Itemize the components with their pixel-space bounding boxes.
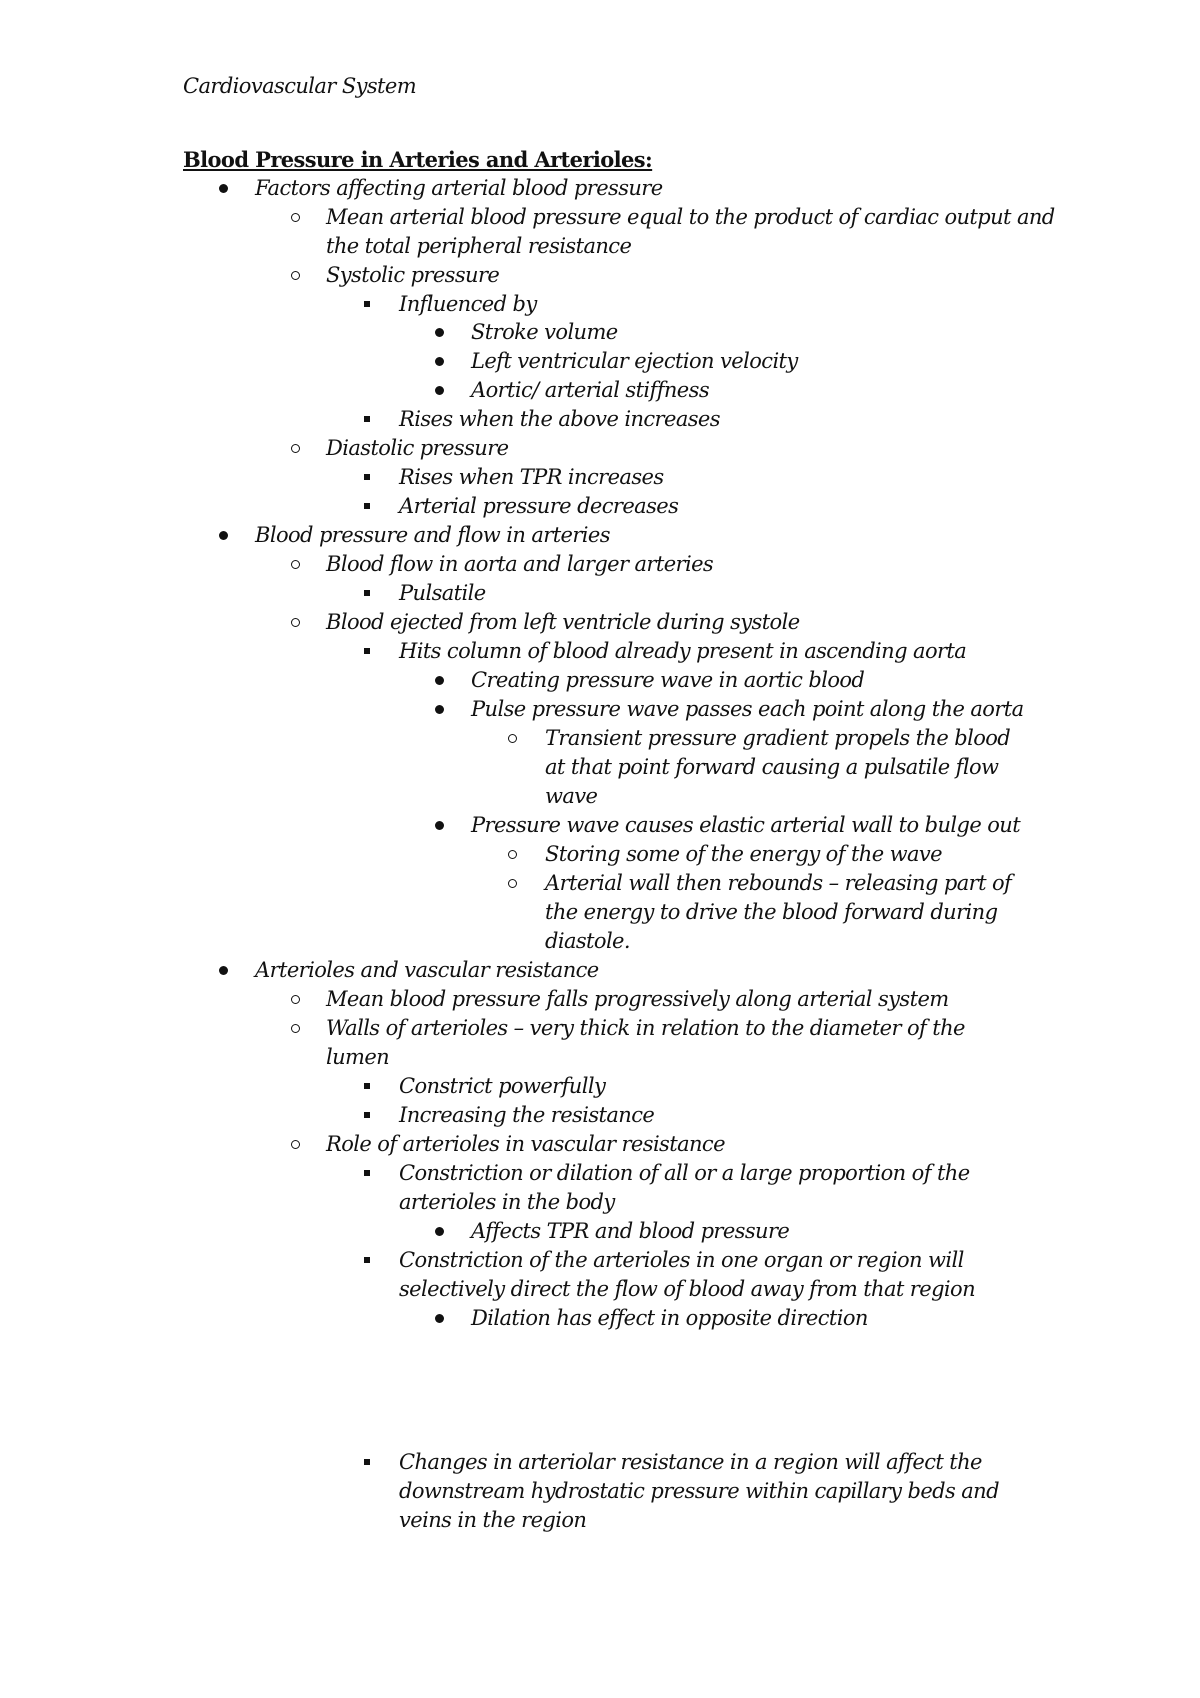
list-item (183, 956, 599, 985)
list-item-text: Dilation has effect in opposite direction (471, 1306, 868, 1330)
bullet-icon (183, 174, 255, 203)
hollow-circle-bullet-icon (255, 203, 326, 232)
hollow-circle-bullet-icon (472, 840, 545, 869)
bullet-icon (399, 666, 471, 695)
list-item (472, 724, 1025, 811)
list-item (255, 550, 713, 579)
hollow-circle-bullet-icon (472, 724, 545, 753)
bullet-icon (399, 1304, 471, 1333)
bullet-icon (183, 956, 255, 985)
list-item (183, 521, 610, 550)
list-item (255, 985, 949, 1014)
list-item (255, 434, 508, 463)
list-item (326, 579, 486, 608)
list-item (255, 1014, 1016, 1072)
list-item (399, 318, 618, 347)
list-item-text: Blood flow in aorta and larger arteries (326, 552, 714, 576)
list-item-text: Affects TPR and blood pressure (471, 1219, 790, 1243)
list-item-text: Factors affecting arterial blood pressure (255, 176, 663, 200)
list-item-text: Role of arterioles in vascular resistance (326, 1132, 725, 1156)
list-item-text: Walls of arterioles – very thick in relation to the diameter of the lumen (326, 1016, 965, 1069)
list-item-text: Constrict powerfully (399, 1074, 606, 1098)
list-item (326, 1159, 1009, 1217)
bullet-icon (399, 1217, 471, 1246)
list-item (399, 376, 709, 405)
list-item-text: Influenced by (399, 292, 537, 316)
list-item-text: Stroke volume (471, 320, 618, 344)
list-item-text: Mean blood pressure falls progressively along arterial system (326, 987, 949, 1011)
list-item (472, 840, 942, 869)
square-bullet-icon (326, 1246, 399, 1275)
list-item-text: Hits column of blood already present in ascending aorta (399, 639, 967, 663)
list-item (399, 347, 798, 376)
list-item-text: Creating pressure wave in aortic blood (471, 668, 865, 692)
list-item (472, 869, 1025, 956)
hollow-circle-bullet-icon (255, 1130, 326, 1159)
list-item-text: Diastolic pressure (326, 436, 509, 460)
square-bullet-icon (326, 1101, 399, 1130)
list-item-text: Changes in arteriolar resistance in a region will affect the downstream hydrostatic pressure within capillary beds and veins in the region (399, 1450, 999, 1532)
list-item-text: Rises when TPR increases (399, 465, 664, 489)
bullet-icon (399, 811, 471, 840)
list-item (255, 1130, 725, 1159)
list-item (255, 203, 1066, 261)
list-item-text: Rises when the above increases (399, 407, 720, 431)
bullet-icon (183, 521, 255, 550)
list-item (399, 811, 1020, 840)
list-item-text: Aortic/ arterial stiffness (471, 378, 709, 402)
square-bullet-icon (326, 290, 399, 319)
list-item (399, 1304, 868, 1333)
list-item (399, 666, 864, 695)
hollow-circle-bullet-icon (255, 261, 326, 290)
list-item-text: Mean arterial blood pressure equal to the product of cardiac output and the total peripheral resistance (326, 205, 1055, 258)
square-bullet-icon (326, 1448, 399, 1477)
list-item-text: Arterial pressure decreases (399, 494, 679, 518)
list-item-text: Blood ejected from left ventricle during systole (326, 610, 800, 634)
list-item (255, 261, 499, 290)
list-item-text: Left ventricular ejection velocity (471, 349, 798, 373)
page-header: Cardiovascular System (183, 74, 417, 98)
hollow-circle-bullet-icon (255, 434, 326, 463)
list-item (326, 492, 678, 521)
square-bullet-icon (326, 405, 399, 434)
hollow-circle-bullet-icon (255, 550, 326, 579)
list-item (326, 405, 720, 434)
hollow-circle-bullet-icon (255, 1014, 326, 1043)
list-item-text: Storing some of the energy of the wave (545, 842, 943, 866)
list-item-text: Blood pressure and flow in arteries (255, 523, 610, 547)
list-item-text: Increasing the resistance (399, 1103, 655, 1127)
section-heading: Blood Pressure in Arteries and Arterioles: (183, 147, 653, 172)
list-item-text: Pulsatile (399, 581, 486, 605)
bullet-icon (399, 695, 471, 724)
hollow-circle-bullet-icon (472, 869, 545, 898)
list-item (399, 695, 1024, 724)
hollow-circle-bullet-icon (255, 985, 326, 1014)
list-item (326, 1101, 654, 1130)
list-item (183, 174, 663, 203)
list-item (255, 608, 800, 637)
bullet-icon (399, 347, 471, 376)
list-item-text: Constriction of the arterioles in one organ or region will selectively direct the flow of blood away from that region (399, 1248, 976, 1301)
list-item (326, 463, 664, 492)
square-bullet-icon (326, 1159, 399, 1188)
square-bullet-icon (326, 463, 399, 492)
square-bullet-icon (326, 637, 399, 666)
hollow-circle-bullet-icon (255, 608, 326, 637)
list-item-text: Arterioles and vascular resistance (255, 958, 599, 982)
list-item-text: Systolic pressure (326, 263, 500, 287)
list-item (326, 637, 966, 666)
list-item (326, 290, 537, 319)
list-item (399, 1217, 789, 1246)
bullet-icon (399, 376, 471, 405)
bullet-icon (399, 318, 471, 347)
list-item (326, 1246, 1009, 1304)
list-item-text: Pressure wave causes elastic arterial wall to bulge out (471, 813, 1021, 837)
square-bullet-icon (326, 492, 399, 521)
square-bullet-icon (326, 1072, 399, 1101)
list-item-text: Arterial wall then rebounds – releasing part of the energy to drive the blood forward during diastole. (545, 871, 1012, 953)
list-item-text: Constriction or dilation of all or a large proportion of the arterioles in the body (399, 1161, 970, 1214)
list-item-text: Transient pressure gradient propels the blood at that point forward causing a pulsatile flow wave (545, 726, 1011, 808)
list-item (326, 1448, 1009, 1535)
square-bullet-icon (326, 579, 399, 608)
list-item (326, 1072, 605, 1101)
list-item-text: Pulse pressure wave passes each point along the aorta (471, 697, 1024, 721)
